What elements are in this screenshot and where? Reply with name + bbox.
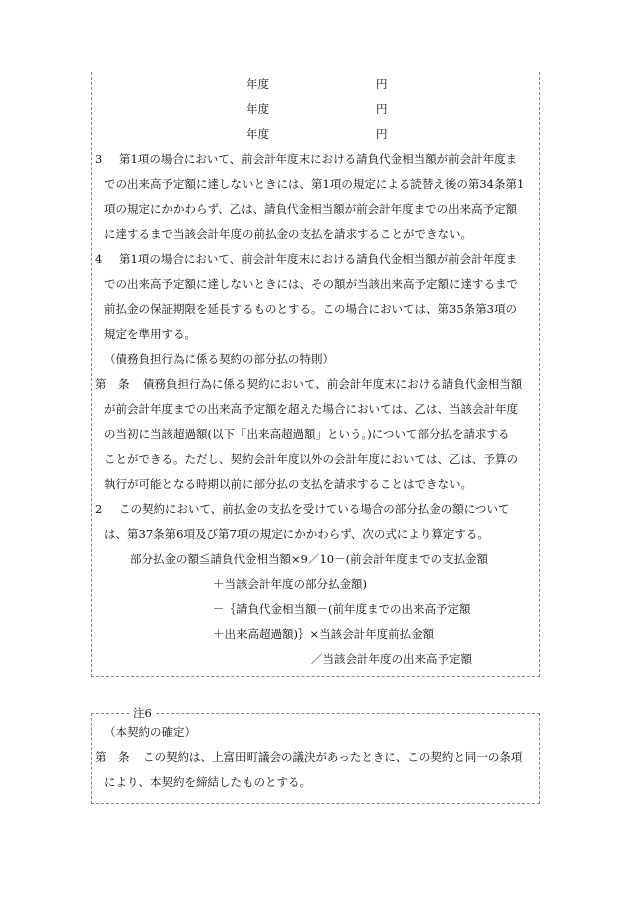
article-line-2: が前会計年度までの出来高予定額を超えた場合においては、乙は、当該会計年度 bbox=[104, 402, 518, 416]
para4-number: 4 bbox=[95, 252, 103, 266]
yen-label: 円 bbox=[376, 77, 388, 91]
para4-line-4: 規定を準用する。 bbox=[104, 327, 196, 341]
note6-line-2: により、本契約を締結したものとする。 bbox=[104, 775, 311, 789]
yen-label: 円 bbox=[376, 102, 388, 116]
nendo-label: 年度 bbox=[246, 127, 269, 141]
formula-line-4: ＋出来高超過額)｝×当該会計年度前払金額 bbox=[213, 627, 435, 641]
formula-line-2: ＋当該会計年度の部分払金額) bbox=[213, 577, 367, 591]
para3-line-1: 第1項の場合において、前会計年度末における請負代金相当額が前会計年度ま bbox=[119, 152, 518, 166]
note6-heading: （本契約の確定） bbox=[104, 725, 196, 739]
formula-line-1: 部分払金の額≦請負代金相当額×9／10－(前会計年度までの支払金額 bbox=[130, 552, 489, 566]
section-heading: （債務負担行為に係る契約の部分払の特則） bbox=[104, 352, 334, 366]
para3-line-4: に達するまで当該会計年度の前払金の支払を請求することができない。 bbox=[104, 227, 472, 241]
yen-label: 円 bbox=[376, 127, 388, 141]
para2-line-2: は、第37条第6項及び第7項の規定にかかわらず、次の式により算定する。 bbox=[104, 527, 489, 541]
para3-number: 3 bbox=[95, 152, 103, 166]
formula-line-3: －｛請負代金相当額－(前年度までの出来高予定額 bbox=[213, 602, 471, 616]
para2-line-1: この契約において、前払金の支払を受けている場合の部分払金の額について bbox=[119, 502, 510, 516]
article-line-1: 債務負担行為に係る契約において、前会計年度末における請負代金相当額 bbox=[143, 377, 523, 391]
article-line-3: の当初に当該超過額(以下「出来高超過額」という。)について部分払を請求する bbox=[104, 427, 510, 441]
note6-article-label: 第 条 bbox=[95, 750, 130, 764]
nendo-label: 年度 bbox=[246, 77, 269, 91]
para2-number: 2 bbox=[95, 502, 103, 516]
para3-line-3: 項の規定にかかわらず、乙は、請負代金相当額が前会計年度までの出来高予定額 bbox=[104, 202, 518, 216]
article-line-5: 執行が可能となる時期以前に部分払の支払を請求することはできない。 bbox=[104, 477, 472, 491]
para4-line-3: 前払金の保証期限を延長するものとする。この場合においては、第35条第3項の bbox=[104, 302, 517, 316]
note6-label: 注6 bbox=[130, 705, 155, 721]
note6-line-1: この契約は、上富田町議会の議決があったときに、この契約と同一の条項 bbox=[143, 750, 523, 764]
article-label: 第 条 bbox=[95, 377, 130, 391]
para4-line-1: 第1項の場合において、前会計年度末における請負代金相当額が前会計年度ま bbox=[119, 252, 518, 266]
article-line-4: ことができる。ただし、契約会計年度以外の会計年度においては、乙は、予算の bbox=[104, 452, 518, 466]
para4-line-2: での出来高予定額に達しないときには、その額が当該出来高予定額に達するまで bbox=[104, 277, 518, 291]
nendo-label: 年度 bbox=[246, 102, 269, 116]
para3-line-2: での出来高予定額に達しないときには、第1項の規定による読替え後の第34条第1 bbox=[104, 177, 525, 191]
formula-line-5: ／当該会計年度の出来高予定額 bbox=[311, 652, 472, 666]
